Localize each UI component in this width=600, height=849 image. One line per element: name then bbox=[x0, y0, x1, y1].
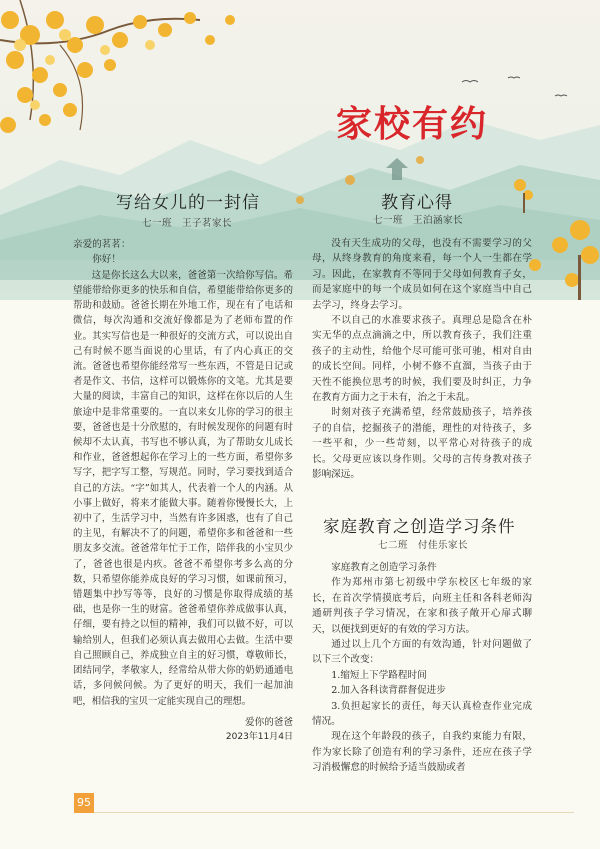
essay2-paragraph-1: 作为郑州市第七初级中学东校区七年级的家长，在首次学情摸底考后，向班主任和各科老师沟通研判孩子学习情况，在家和孩子敞开心扉式聊天，以便找到更好的有效的学习方法。 bbox=[312, 577, 532, 635]
section-masthead: 家校有约 bbox=[336, 104, 489, 145]
essay1-paragraph-2: 不以自己的水准要求孩子。真理总是隐含在朴实无华的点点滴滴之中，所以教育孩子，我们注重孩子的主动性，给他个尽可能可张可驰，相对自由的成长空间。同样，小树不修不直溜，当孩子由于天性不能换位思考的时候，我们要及时纠正，力争在教育方面力之于未有，治之于未乱。 bbox=[312, 315, 532, 404]
essay2-closing: 现在这个年龄段的孩子，自我约束能力有限，作为家长除了创造有利的学习条件，还应在孩子学习消极懈怠的时候给予适当鼓励或者 bbox=[312, 731, 532, 774]
essay1-title: 教育心得 bbox=[381, 193, 453, 213]
letter-salutation: 亲爱的茗茗： bbox=[73, 239, 131, 250]
essay1-author: 七一班 王泊涵家长 bbox=[373, 215, 464, 226]
essay2-list-item-3: 3.负担起家长的责任，每天认真检查作业完成情况。 bbox=[312, 700, 532, 728]
letter-paragraph: 这是你长这么大以来，爸爸第一次给你写信。希望能带给你更多的快乐和自信，希望能带给你更多的帮助和鼓励。爸爸长期在外地工作，现在有了电话和微信，每次沟通和交流好像都是为了老师布置的作业。其实写信也是一种很好的交流方式，可以说出自己有时候不愿当面说的心里话，有了内心真正的交流。爸爸也希望你能经常写一些东西，不管是日记或者是作文、书信，这样可以锻炼你的文笔。尤其是要大量的阅读，丰富自己的知识，这样在你以后的人生旅途中是非常重要的。一直以来女儿你的学习的很主要，爸爸也是十分欣慰的，有时候发现你的问题有时候却不太认真，书写也不够认真，为了帮助女儿成长和作业，爸爸想起你在学习上的一些方面，希望你多写字，把字写工整，写规范。同时，学习要找到适合自己的方法。“字”如其人，代表着一个人的内涵。从小事上做好，将来才能做大事。随着你慢慢长大，上初中了，生活学习中，当然有许多困惑，也有了自己的主见，有解决不了的问题，希望你多和爸爸和一些朋友多交流。爸爸常年忙于工作，陪伴我的小宝贝少了，爸爸也很是内疚。爸爸不希望你考多么高的分数，只希望你能养成良好的学习习惯，如课前预习，错题集中抄写等等，良好的习惯是你取得成绩的基础，也是你一生的财富。爸爸希望你养成做事认真，仔细，要有持之以恒的精神，我们可以做不好，可以输给别人，但我们必须认真去做用心去做。生活中要自己照顾自己，养成独立自主的好习惯，尊敬师长，团结同学，孝敬家人，经常给从带大你的奶奶通通电话，多问候问候。为了更好的明天，我们一起加油吧，相信我的宝贝一定能实现自己的理想。 bbox=[73, 269, 293, 707]
essay1-paragraph-1: 没有天生成功的父母，也没有不需要学习的父母，从终身教育的角度来看，每一个人一生都在学习。因此，在家教育不等同于父母如何教育子女，而是家庭中的每一个成员如何在这个家庭当中自己去学习，终身去学习。 bbox=[312, 238, 532, 311]
letter-title: 写给女儿的一封信 bbox=[116, 193, 260, 213]
essay2-paragraph-2: 通过以上几个方面的有效沟通，针对问题做了以下三个改变： bbox=[312, 639, 532, 666]
footer-rule bbox=[94, 812, 574, 813]
letter-signoff: 爱你的爸爸 bbox=[245, 716, 293, 728]
letter-author: 七一班 王子茗家长 bbox=[142, 218, 233, 229]
essay2-body bbox=[312, 560, 532, 776]
letter-date: 2023年11月4日 bbox=[225, 732, 293, 743]
essay1-body bbox=[312, 236, 532, 483]
essay2-list-item-2: 2.加入各科读背群督促进步 bbox=[331, 685, 446, 697]
letter-greeting: 你好！ bbox=[92, 254, 121, 266]
letter-body bbox=[73, 237, 293, 746]
essay2-list-item-1: 1.缩短上下学路程时间 bbox=[331, 669, 427, 681]
page-number: 95 bbox=[74, 793, 94, 813]
essay2-author: 七二班 付佳乐家长 bbox=[378, 540, 469, 551]
essay2-title: 家庭教育之创造学习条件 bbox=[323, 517, 516, 536]
essay1-paragraph-3: 时刻对孩子充满希望，经常鼓励孩子，培养孩子的自信，挖掘孩子的潜能，理性的对待孩子，多一些平和，少一些苛刻，以平常心对待孩子的成长。父母更应该以身作则。父母的言传身教对孩子影响深远。 bbox=[312, 407, 532, 481]
essay2-subtitle: 家庭教育之创造学习条件 bbox=[331, 562, 437, 573]
